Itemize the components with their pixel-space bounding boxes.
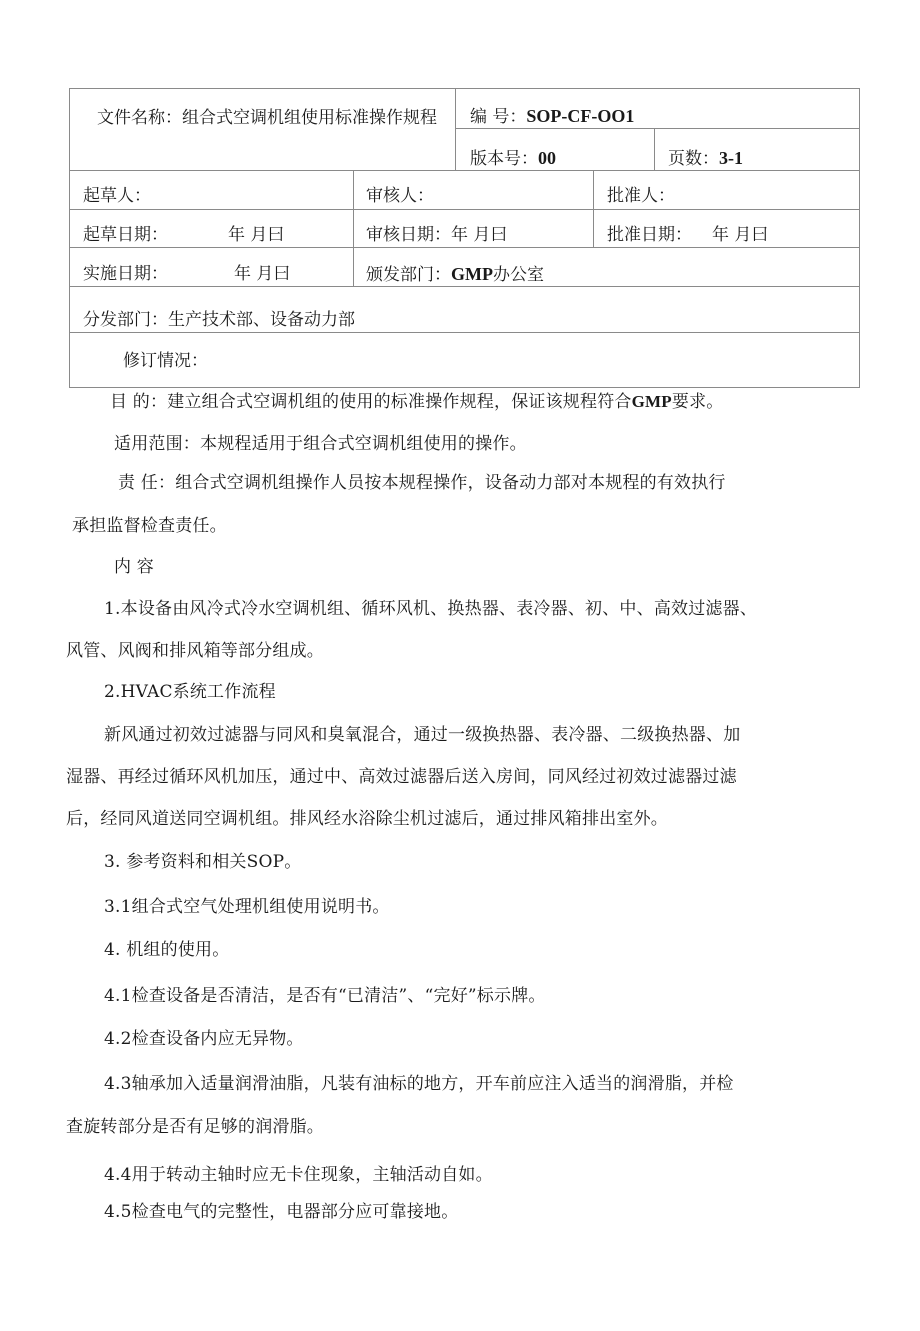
doc-number-value: SOP-CF-OO1 — [526, 106, 635, 126]
doc-number — [470, 105, 634, 128]
drafter-label: 起草人： — [83, 186, 151, 206]
doc-title — [82, 105, 452, 132]
flow-line-3: 后，经同风道送同空调机组。排风经水浴除尘机过滤后，通过排风箱排出室外。 — [66, 809, 668, 829]
responsibility-line-2: 承担监督检查责任。 — [72, 516, 227, 536]
table-line — [455, 89, 456, 170]
header-table — [69, 88, 860, 388]
item-1-line-2: 风管、风阀和排风箱等部分组成。 — [66, 641, 324, 661]
table-line — [593, 170, 594, 248]
doc-name-value: 组合式空调机组使用标准操作规程 — [182, 108, 437, 128]
table-line — [70, 170, 860, 171]
item-4-5: 4.5检查电气的完整性，电器部分应可靠接地。 — [104, 1202, 459, 1222]
scope: 适用范围：本规程适用于组合式空调机组使用的操作。 — [114, 434, 527, 454]
review-date-value: 年 月曰 — [451, 225, 508, 245]
purpose-end: 要求。 — [671, 392, 724, 412]
version-value: 00 — [538, 148, 556, 168]
responsibility-line-1: 责 任：组合式空调机组操作人员按本规程操作，设备动力部对本规程的有效执行 — [118, 473, 726, 493]
item-1-line-1: 1.本设备由风冷式冷水空调机组、循环风机、换热器、表冷器、初、中、高效过滤器、 — [104, 599, 758, 619]
issue-dept-label: 颁发部门： — [366, 265, 451, 285]
revision-label: 修订情况： — [123, 351, 208, 371]
review-date-label: 审核日期： — [366, 225, 451, 245]
approve-date-value: 年 月曰 — [712, 225, 769, 245]
pages-value: 3-1 — [719, 148, 743, 168]
item-2: 2.HVAC系统工作流程 — [104, 682, 276, 702]
table-line — [70, 286, 860, 287]
flow-line-2: 湿器、再经过循环风机加压，通过中、高效过滤器后送入房间，同风经过初效过滤器过滤 — [66, 767, 737, 787]
approver-label: 批准人： — [607, 186, 675, 206]
item-3: 3. 参考资料和相关SOP。 — [104, 852, 302, 872]
pages — [668, 147, 743, 170]
table-line — [353, 170, 354, 286]
table-line — [654, 128, 655, 170]
item-4-2: 4.2检查设备内应无异物。 — [104, 1029, 304, 1049]
distribution-dept: 分发部门：生产技术部、设备动力部 — [83, 310, 355, 330]
draft-date-value: 年 月曰 — [228, 225, 285, 245]
reviewer-label: 审核人： — [366, 186, 434, 206]
table-line — [70, 332, 860, 333]
version-label: 版本号： — [470, 149, 538, 169]
impl-date — [83, 263, 290, 285]
item-4: 4. 机组的使用。 — [104, 940, 230, 960]
review-date — [366, 224, 507, 246]
pages-label: 页数： — [668, 149, 719, 169]
purpose-text: 目 的：建立组合式空调机组的使用的标准操作规程，保证该规程符合 — [110, 392, 632, 412]
impl-date-value: 年 月曰 — [234, 264, 291, 284]
table-line — [70, 209, 860, 210]
doc-name-label: 文件名称： — [97, 108, 182, 128]
purpose — [110, 391, 723, 413]
draft-date — [83, 224, 284, 246]
version — [470, 147, 556, 170]
issue-dept-gmp: GMP — [451, 264, 493, 284]
draft-date-label: 起草日期： — [83, 225, 168, 245]
issue-dept — [366, 263, 544, 286]
purpose-gmp: GMP — [631, 392, 672, 411]
item-4-3-line-2: 查旋转部分是否有足够的润滑脂。 — [66, 1117, 324, 1137]
table-line — [455, 128, 860, 129]
item-3-1: 3.1组合式空气处理机组使用说明书。 — [104, 897, 390, 917]
flow-line-1: 新风通过初效过滤器与同风和臭氧混合，通过一级换热器、表冷器、二级换热器、加 — [104, 725, 741, 745]
impl-date-label: 实施日期： — [83, 264, 168, 284]
item-4-4: 4.4用于转动主轴时应无卡住现象，主轴活动自如。 — [104, 1165, 493, 1185]
item-4-1: 4.1检查设备是否清洁，是否有“已清洁”、“完好”标示牌。 — [104, 986, 546, 1006]
item-4-3-line-1: 4.3轴承加入适量润滑油脂，凡装有油标的地方，开车前应注入适当的润滑脂，并检 — [104, 1074, 734, 1094]
content-heading: 内 容 — [114, 557, 155, 577]
approve-date-label: 批准日期： — [607, 225, 692, 245]
doc-number-label: 编 号： — [470, 107, 527, 127]
table-line — [70, 247, 860, 248]
issue-dept-office: 办公室 — [493, 265, 544, 285]
approve-date — [607, 224, 768, 246]
